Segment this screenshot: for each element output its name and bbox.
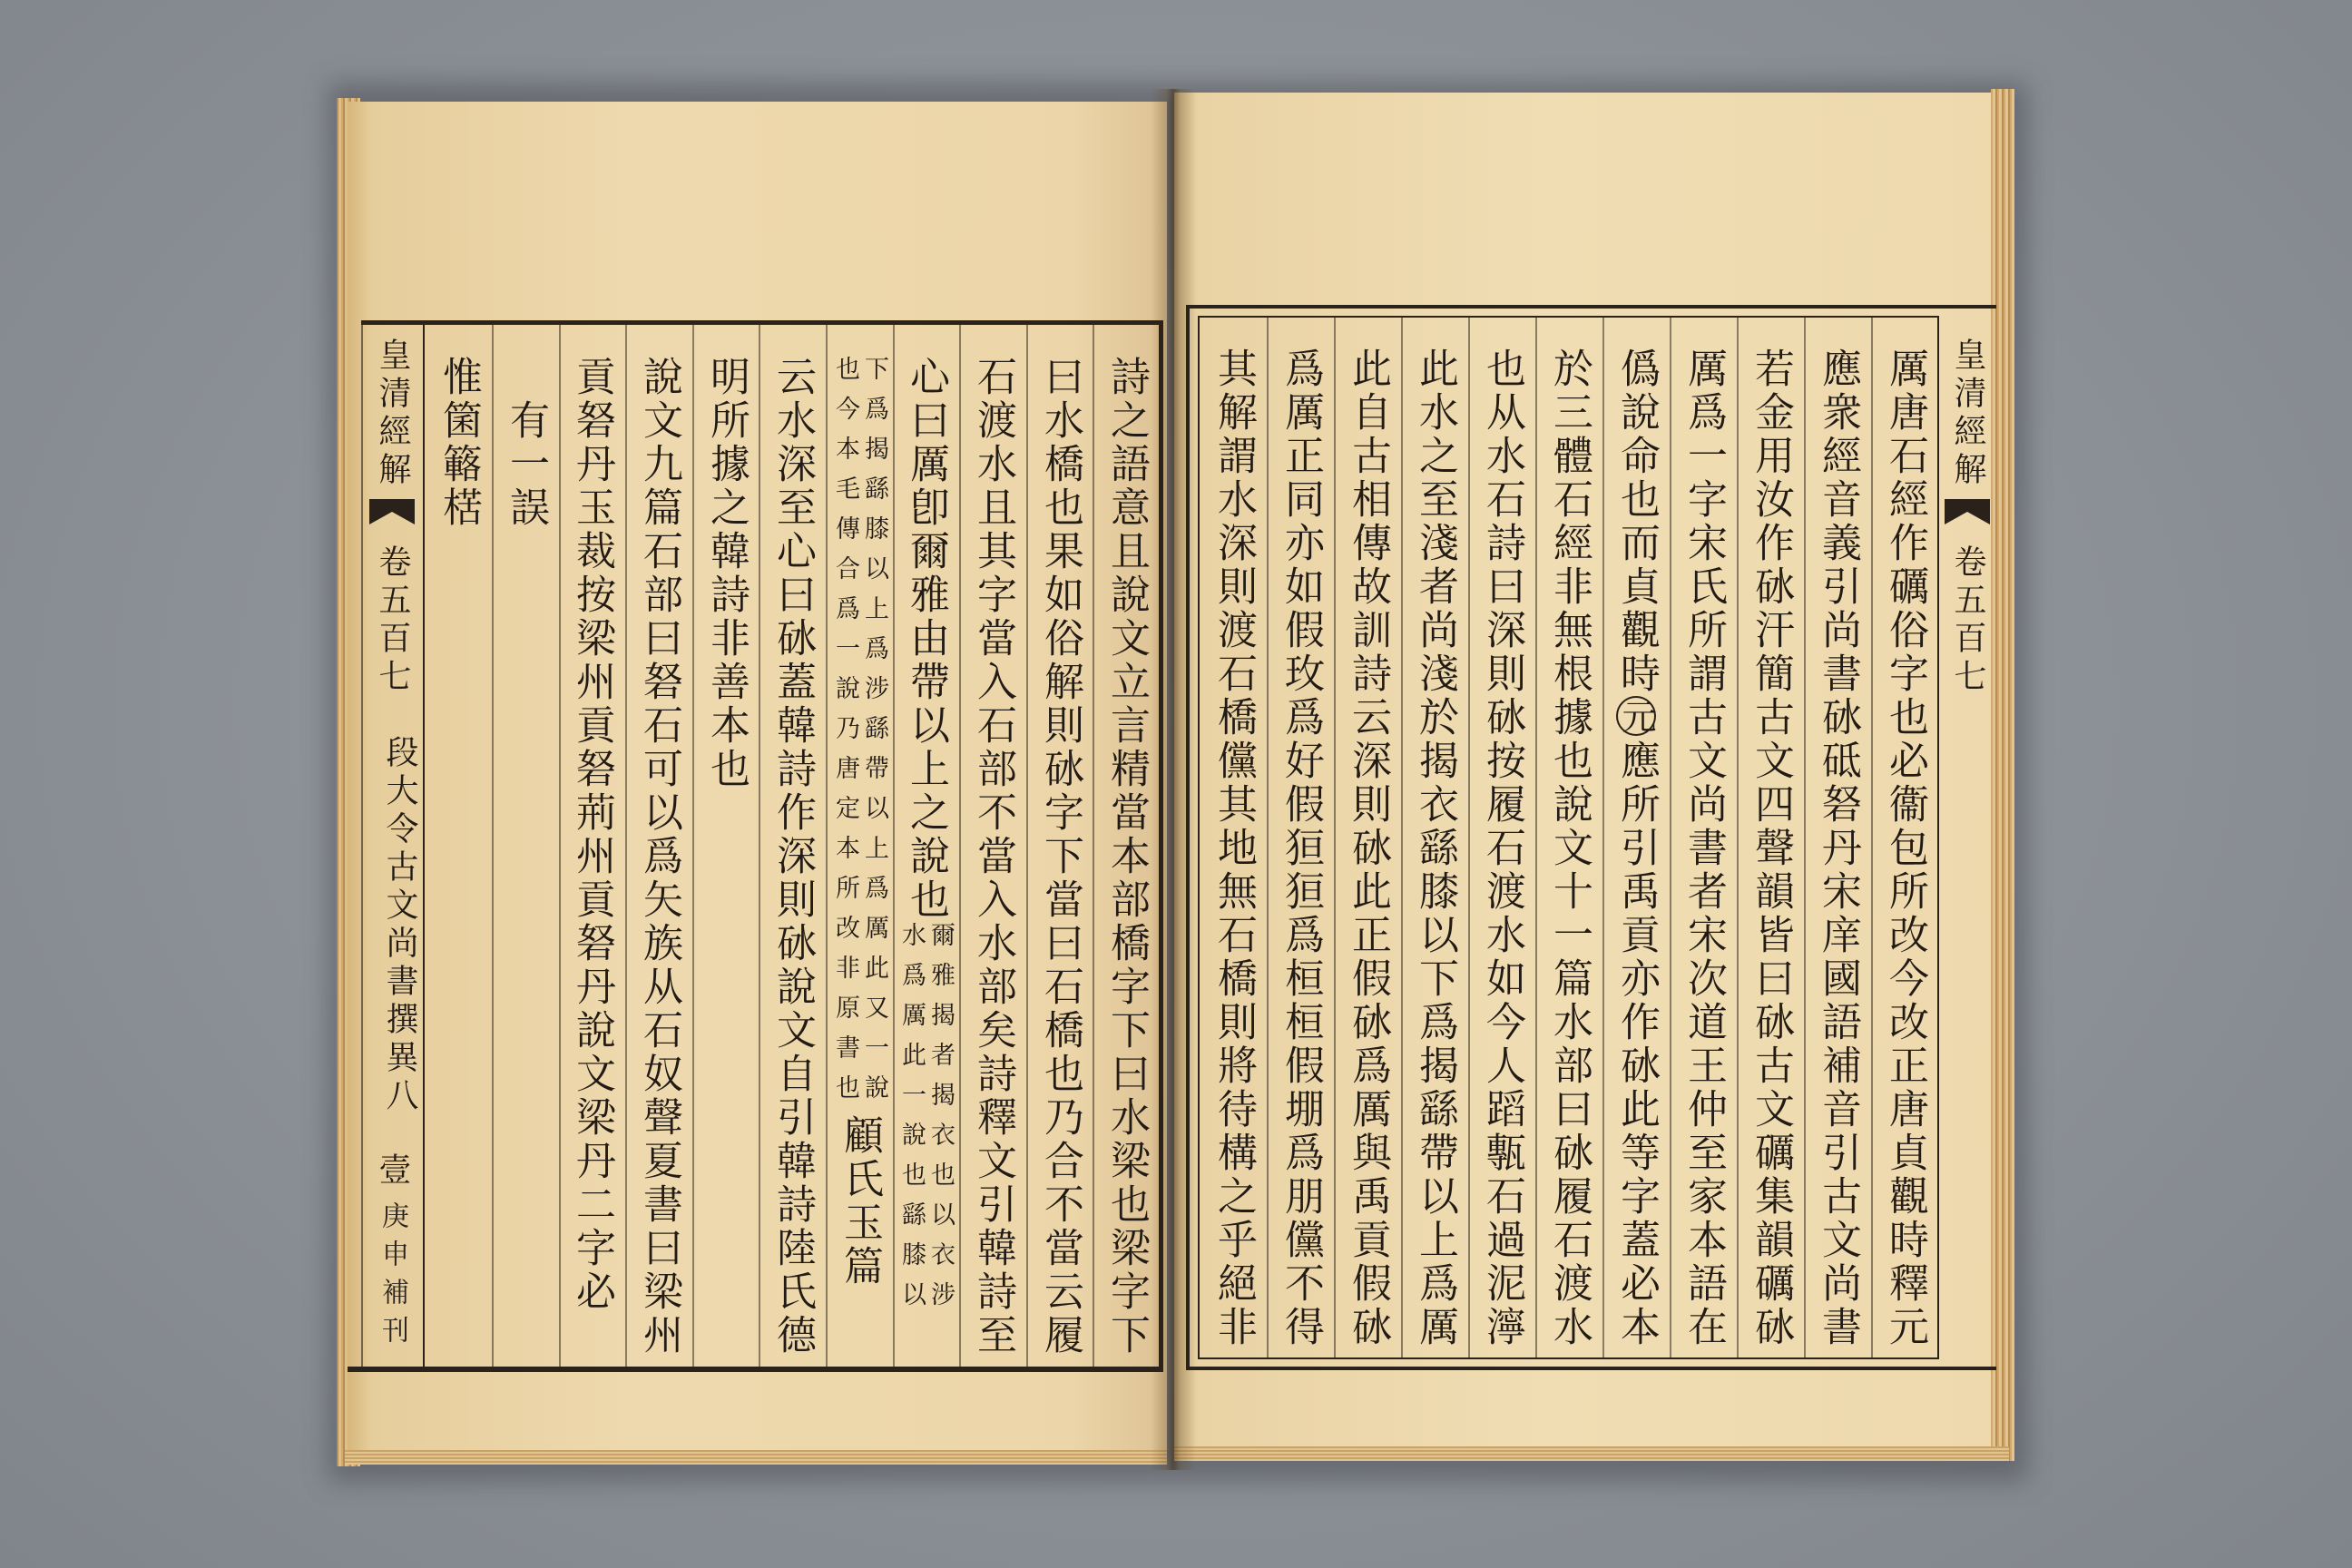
left-page-column-7 xyxy=(699,356,753,791)
margin-volume-text: 卷五百七 xyxy=(1949,544,1986,697)
margin-collection-text: 皇清經解 xyxy=(374,338,411,490)
left-page-column-6 xyxy=(765,356,819,1357)
right-page-column-9 xyxy=(1340,348,1395,1349)
column-text: 厲唐石經作礪俗字也必衞包所改今改正唐貞觀時釋元 xyxy=(1882,348,1928,1349)
column-rule xyxy=(826,325,828,1367)
column-text: 若金用汝作砅汗簡古文四聲韻皆曰砅古文礪集韻礪砅 xyxy=(1748,348,1794,1349)
column-rule xyxy=(1468,318,1470,1357)
circled-character: 元 xyxy=(1616,696,1656,736)
right-page-column-4 xyxy=(1676,348,1730,1349)
column-rule xyxy=(1334,318,1336,1357)
column-rule xyxy=(492,325,494,1367)
note-line-left: 也今本毛傳合爲一說乃唐定本所改非原書也 xyxy=(831,356,859,1114)
column-rule xyxy=(1670,318,1671,1357)
column-text: 詩之語意且說文立言精當本部橋字下曰水梁也梁字下 xyxy=(1103,356,1150,1357)
column-text: 有一誤 xyxy=(503,399,549,530)
left-page-column-9 xyxy=(564,356,619,1314)
column-rule xyxy=(1804,318,1806,1357)
right-frame-outer-top xyxy=(1186,305,1996,309)
column-text: 石渡水且其字當入石部不當入水部矣詩釋文引韓詩至 xyxy=(970,356,1016,1357)
column-rule xyxy=(1267,318,1269,1357)
left-page-column-3 xyxy=(965,356,1020,1357)
note-line-right: 下爲揭繇膝以上爲涉繇帶以上爲厲此又一說 xyxy=(860,356,888,1114)
column-text: 僞說命也而貞觀時 xyxy=(1613,348,1660,696)
interlinear-note xyxy=(898,922,953,1321)
column-text: 此水之至淺者尚淺於揭衣繇膝以下爲揭繇帶以上爲厲 xyxy=(1412,348,1458,1349)
right-page-column-5 xyxy=(1609,348,1663,1349)
column-rule xyxy=(1401,318,1403,1357)
margin-work-title xyxy=(374,735,425,1116)
right-page-column-7 xyxy=(1475,348,1529,1349)
left-page-bottom-edge xyxy=(345,1450,1167,1465)
column-rule xyxy=(1737,318,1739,1357)
column-rule xyxy=(1871,318,1873,1357)
right-page-column-8 xyxy=(1407,348,1462,1349)
margin-volume-text: 卷五百七 xyxy=(374,544,411,697)
column-text: 心曰厲卽爾雅由帶以上之說也 xyxy=(903,356,949,922)
right-page-column-3 xyxy=(1743,348,1798,1349)
margin-reprint-note xyxy=(367,1201,417,1354)
left-page-column-11 xyxy=(431,356,485,530)
column-text: 應衆經音義引尚書砅砥砮丹宋庠國語補音引古文尚書 xyxy=(1815,348,1861,1349)
column-text: 顧氏玉篇 xyxy=(837,1114,883,1289)
right-frame-inner-bottom xyxy=(1198,1357,1939,1359)
note-line-right: 爾雅揭者揭衣也以衣涉 xyxy=(926,922,955,1321)
column-rule xyxy=(759,325,760,1367)
column-rule xyxy=(893,325,895,1367)
column-text: 應所引禹貢亦作砅此等字蓋必本 xyxy=(1613,740,1660,1349)
left-page-column-5 xyxy=(832,356,887,1289)
margin-volume xyxy=(367,544,417,697)
right-margin-strip-line xyxy=(1937,316,1939,1359)
right-frame-inner-top xyxy=(1198,316,1939,318)
margin-volume xyxy=(1942,544,1993,697)
right-page-stacked-edge xyxy=(1991,89,2014,1461)
column-rule xyxy=(1093,325,1094,1367)
left-page-column-8 xyxy=(632,356,686,1357)
column-text: 於三體石經非無根據也說文十一篇水部曰砅履石渡水 xyxy=(1546,348,1592,1349)
column-text: 也从水石詩曰深則砅按履石渡水如今人蹈甎石過泥濘 xyxy=(1479,348,1525,1349)
left-page-column-2 xyxy=(1033,356,1087,1357)
column-text: 貢砮丹玉裁按梁州貢砮荊州貢砮丹說文梁丹二字必 xyxy=(569,356,615,1314)
column-text: 云水深至心曰砅蓋韓詩作深則砅說文自引韓詩陸氏德 xyxy=(769,356,816,1357)
left-frame-right-border xyxy=(1159,320,1163,1371)
margin-reprint-note-text: 庚申補刊 xyxy=(377,1201,408,1354)
column-text: 明所據之韓詩非善本也 xyxy=(703,356,750,791)
right-page-column-6 xyxy=(1542,348,1596,1349)
interlinear-note xyxy=(832,356,887,1114)
right-page-column-2 xyxy=(1810,348,1865,1349)
left-frame-top-border xyxy=(361,320,1163,325)
column-text: 此自古相傳故訓詩云深則砅此正假砅爲厲與禹貢假砅 xyxy=(1345,348,1391,1349)
left-page-column-10 xyxy=(498,399,553,530)
column-rule xyxy=(559,325,561,1367)
column-rule xyxy=(959,325,961,1367)
margin-collection-title xyxy=(1942,338,1993,490)
column-text: 曰水橋也果如俗解則砅字下當曰石橋也乃合不當云履 xyxy=(1037,356,1083,1357)
left-page-column-1 xyxy=(1099,356,1153,1357)
margin-collection-text: 皇清經解 xyxy=(1949,338,1986,490)
note-line-left: 水爲厲此一說也繇膝以 xyxy=(897,922,926,1321)
margin-work-title-text: 段大令古文尚書撰異八 xyxy=(381,735,418,1116)
column-text: 惟箘簵楛 xyxy=(436,356,482,530)
column-rule xyxy=(1602,318,1604,1357)
column-text: 厲爲一字宋氏所謂古文尚書者宋次道王仲至家本語在 xyxy=(1681,348,1727,1349)
margin-collection-title xyxy=(367,338,417,490)
left-margin-outer-line xyxy=(361,320,363,1371)
right-page-column-1 xyxy=(1877,348,1932,1349)
left-page-column-4 xyxy=(898,356,953,1321)
right-frame-outer-left xyxy=(1186,305,1190,1370)
right-frame-outer-bottom xyxy=(1186,1367,1996,1370)
column-text: 爲厲正同亦如假玫爲好假狟狟爲桓桓假堋爲朋儻不得 xyxy=(1278,348,1324,1349)
column-text: 其解謂水深則渡石橋儻其地無石橋則將待構之乎絕非 xyxy=(1210,348,1257,1349)
column-text: 說文九篇石部曰砮石可以爲矢族从石奴聲夏書曰梁州 xyxy=(636,356,682,1357)
column-rule xyxy=(1535,318,1537,1357)
column-rule xyxy=(625,325,627,1367)
margin-leaf-number-text: 壹 xyxy=(374,1152,411,1191)
right-page-column-11 xyxy=(1206,348,1260,1349)
right-page-bottom-edge xyxy=(1174,1446,2009,1461)
column-rule xyxy=(692,325,694,1367)
right-frame-inner-left xyxy=(1198,316,1200,1359)
column-rule xyxy=(1026,325,1028,1367)
right-page-column-10 xyxy=(1273,348,1328,1349)
left-frame-bottom-border xyxy=(348,1367,1163,1372)
margin-leaf-number xyxy=(367,1152,417,1191)
